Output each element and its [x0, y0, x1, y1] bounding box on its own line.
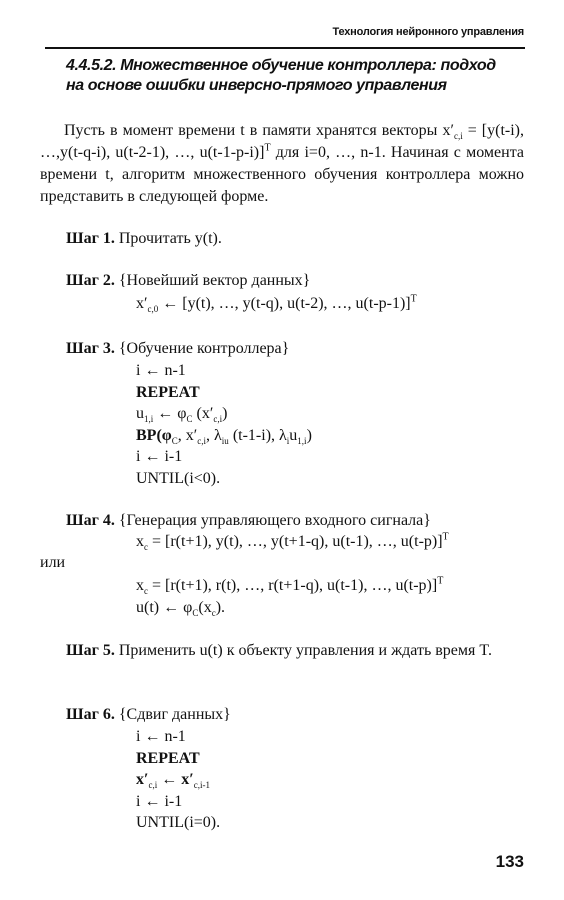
step-3-label: Шаг 3.: [66, 340, 115, 357]
step-6-until: UNTIL(i=0).: [136, 814, 221, 831]
step-3: [66, 338, 289, 360]
step-6-label: Шаг 6.: [66, 706, 115, 723]
step-3-line-3: $u_{1,i}$ ← $\varphi_C$ $(x'_{c,i})$: [136, 405, 228, 425]
step-2: [66, 270, 310, 292]
or-label: или: [40, 554, 66, 571]
step-2-sup: T: [410, 293, 417, 305]
step-1: [66, 228, 222, 250]
step-2-formula: [136, 293, 417, 315]
step-5-text: Применить u(t) к объекту управления и ждать время T.: [114, 642, 492, 659]
step-3-line-4: $BP(\varphi_C$, $x'_{c,i}$, $\lambda_{iu}$ (t-1-i), $\lambda_iu_{1,i}$): [136, 426, 312, 446]
step-4-formula-2: $x_c = [r(t+1)$, r(t), …, r(t+1-q), u(t-1), …, u(t-p)]$^T$ u(t) ← $\varphi_C(x_c)$.: [136, 575, 444, 618]
step-3-repeat: REPEAT: [136, 383, 200, 401]
step-3-line-1: i ← n-1: [136, 362, 186, 379]
step-3-text: {Обучение контроллера}: [114, 340, 290, 357]
page-number: 133: [495, 852, 524, 871]
step-2-label: Шаг 2.: [66, 272, 115, 289]
intro-text-2: = [y(t-i), …,y(t-q-i), u(t-2-1), …, u(t-1-p-i)]: [40, 122, 524, 161]
step-5-label: Шаг 5.: [66, 642, 115, 659]
step-3-code: [136, 360, 312, 489]
step-5: [40, 640, 524, 662]
step-2-rhs: ← [y(t), …, y(t-q), u(t-2), …, u(t-p-1)]: [158, 295, 411, 312]
step-6-line-4: i ← i-1: [136, 792, 183, 810]
step-4: [66, 510, 431, 532]
step-6-repeat: REPEAT: [136, 749, 200, 767]
step-2-text: {Новейший вектор данных}: [114, 272, 311, 289]
intro-sub: c,i: [453, 131, 463, 142]
step-6-line-3: $x'_{c,i}$ ← $x'_{c,i-1}$: [136, 771, 210, 791]
step-6-line-1: i ← n-1: [136, 728, 186, 745]
step-4-formula-1: $x_c = [r(t+1)$, y(t), …, y(t+1-q), u(t-1), …, u(t-p)]$^T$: [136, 531, 449, 553]
step-4-label: Шаг 4.: [66, 512, 115, 529]
step-6-code: [136, 726, 220, 834]
intro-text-3: для i=0, …, n-1. Начиная с момента времени t, алгоритм множественного обучения контроллера можно представить в следующей форме.: [40, 144, 524, 205]
step-2-x: x′: [136, 295, 148, 312]
step-3-until: UNTIL(i<0).: [136, 469, 221, 487]
step-4-text: {Генерация управляющего входного сигнала}: [114, 512, 431, 529]
header-rule: [45, 47, 525, 49]
step-3-line-5: i ← i-1: [136, 448, 183, 465]
step-1-text: Прочитать y(t).: [114, 230, 222, 247]
running-header: Технология нейронного управления: [332, 26, 524, 38]
step-6: [66, 704, 231, 726]
section-title: 4.4.5.2. Множественное обучение контроллера: подход на основе ошибки инверсно-прямого управления: [66, 57, 496, 94]
step-2-x-sub: c,0: [147, 304, 159, 315]
intro-paragraph: [40, 120, 524, 208]
step-1-label: Шаг 1.: [66, 230, 115, 247]
step-6-text: {Сдвиг данных}: [114, 706, 231, 723]
intro-sup: T: [264, 142, 271, 154]
intro-text-1: Пусть в момент времени t в памяти хранятся векторы x′: [64, 122, 454, 139]
